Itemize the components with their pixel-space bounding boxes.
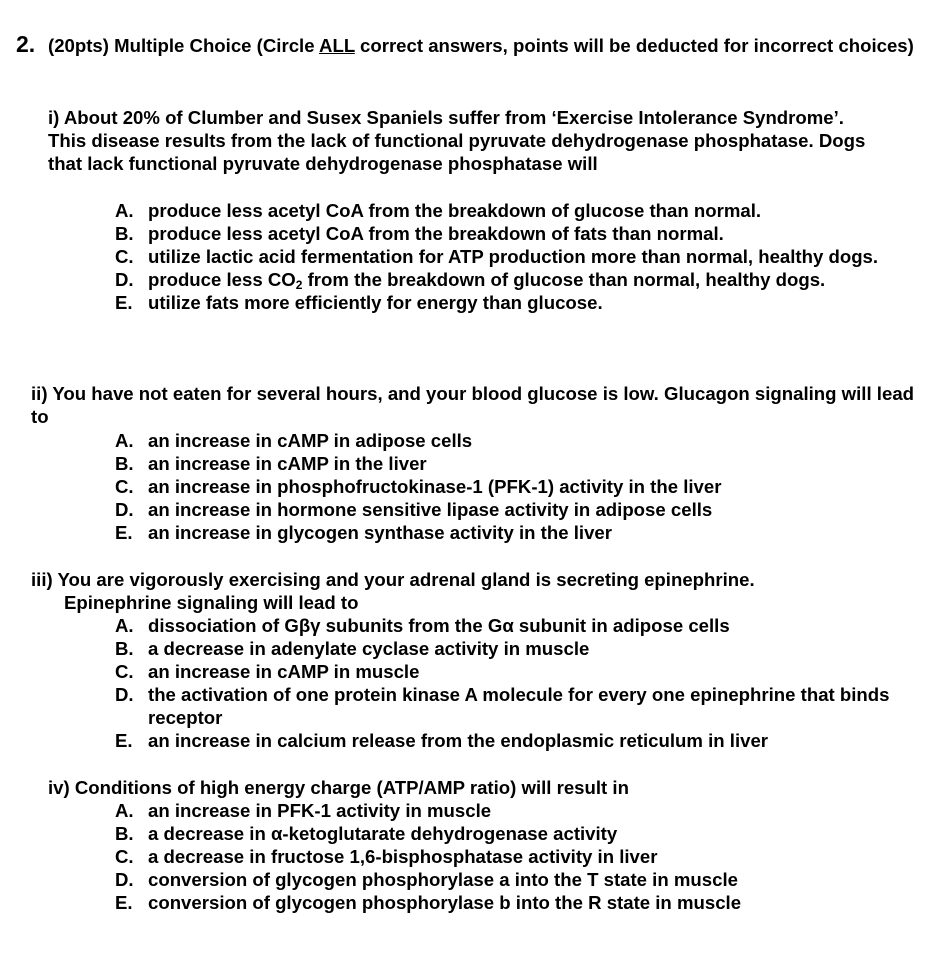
option-letter: D. <box>115 499 134 520</box>
option-text: conversion of glycogen phosphorylase a into the T state in muscle <box>148 869 738 890</box>
option-text: an increase in glycogen synthase activity in the liver <box>148 522 612 543</box>
part-i-option-e[interactable] <box>115 291 895 314</box>
part-iv-stem: iv) Conditions of high energy charge (ATP/AMP ratio) will result in <box>48 777 629 798</box>
part-iii-option-c[interactable] <box>115 660 905 683</box>
part-ii-options <box>115 429 905 544</box>
part-iv <box>48 776 908 799</box>
part-i-option-d[interactable] <box>115 268 895 291</box>
option-letter: C. <box>115 246 134 267</box>
option-letter: E. <box>115 892 133 913</box>
part-iii-stem-line-1: iii) You are vigorously exercising and your adrenal gland is secreting epinephrine. <box>31 569 755 590</box>
part-iv-option-b[interactable] <box>115 822 905 845</box>
option-letter: A. <box>115 430 134 451</box>
option-letter: B. <box>115 823 134 844</box>
part-iii-option-e[interactable] <box>115 729 905 752</box>
part-iii <box>31 568 916 614</box>
part-iii-stem-line-2: Epinephrine signaling will lead to <box>64 592 359 613</box>
instructions-emphasis: ALL <box>319 35 355 56</box>
part-i-options <box>115 199 895 314</box>
part-iii-option-b[interactable] <box>115 637 905 660</box>
part-iii-stem <box>31 568 916 614</box>
part-ii-option-a[interactable] <box>115 429 905 452</box>
part-iii-option-a[interactable] <box>115 614 905 637</box>
option-text: utilize lactic acid fermentation for ATP production more than normal, healthy dogs. <box>148 246 879 267</box>
option-letter: A. <box>115 615 134 636</box>
part-ii-option-e[interactable] <box>115 521 905 544</box>
part-iii-option-d[interactable] <box>115 683 905 729</box>
option-text: conversion of glycogen phosphorylase b into the R state in muscle <box>148 892 742 913</box>
option-letter: A. <box>115 800 134 821</box>
option-text: an increase in hormone sensitive lipase activity in adipose cells <box>148 499 713 520</box>
part-iv-option-a[interactable] <box>115 799 905 822</box>
option-letter: D. <box>115 269 134 290</box>
option-text: produce less acetyl CoA from the breakdown of fats than normal. <box>148 223 724 244</box>
option-text: a decrease in α-ketoglutarate dehydrogenase activity <box>148 823 618 844</box>
part-ii-option-c[interactable] <box>115 475 905 498</box>
part-ii <box>31 382 916 428</box>
option-text-start: produce less CO <box>148 269 296 290</box>
option-text: an increase in cAMP in muscle <box>148 661 420 682</box>
part-i-option-a[interactable] <box>115 199 895 222</box>
part-iv-options <box>115 799 905 914</box>
question-instructions <box>48 34 918 57</box>
part-ii-stem: ii) You have not eaten for several hours, and your blood glucose is low. Glucagon signaling will lead to <box>31 383 915 427</box>
part-iv-option-d[interactable] <box>115 868 905 891</box>
option-letter: E. <box>115 730 133 751</box>
instructions-text-end: correct answers, points will be deducted for incorrect choices) <box>354 35 914 56</box>
option-letter: E. <box>115 522 133 543</box>
part-iii-options <box>115 614 905 752</box>
option-letter: E. <box>115 292 133 313</box>
part-iv-option-c[interactable] <box>115 845 905 868</box>
option-text: an increase in cAMP in adipose cells <box>148 430 473 451</box>
option-letter: C. <box>115 476 134 497</box>
option-text: produce less acetyl CoA from the breakdown of glucose than normal. <box>148 200 762 221</box>
option-text: dissociation of Gβγ subunits from the Gα subunit in adipose cells <box>148 615 730 636</box>
part-i-option-c[interactable] <box>115 245 895 268</box>
part-i-stem: i) About 20% of Clumber and Susex Spaniels suffer from ‘Exercise Intolerance Syndrome’. This disease results from the lack of functional pyruvate dehydrogenase phosphatase. Dogs that lack functional pyruvate dehydrogenase phosphatase will <box>48 107 866 174</box>
part-ii-option-b[interactable] <box>115 452 905 475</box>
option-text: utilize fats more efficiently for energy than glucose. <box>148 292 603 313</box>
question-number: 2. <box>16 31 36 57</box>
option-letter: C. <box>115 846 134 867</box>
option-letter: B. <box>115 223 134 244</box>
option-text-end: from the breakdown of glucose than normal, healthy dogs. <box>302 269 826 290</box>
option-text: an increase in PFK-1 activity in muscle <box>148 800 492 821</box>
part-i <box>48 106 868 175</box>
option-text: an increase in calcium release from the endoplasmic reticulum in liver <box>148 730 769 751</box>
option-text: a decrease in fructose 1,6-bisphosphatase activity in liver <box>148 846 658 867</box>
option-letter: D. <box>115 869 134 890</box>
option-subscript: 2 <box>295 278 303 292</box>
instructions-text-start: (20pts) Multiple Choice (Circle <box>48 35 320 56</box>
option-letter: B. <box>115 638 134 659</box>
option-letter: C. <box>115 661 134 682</box>
option-text: the activation of one protein kinase A molecule for every one epinephrine that binds receptor <box>148 684 890 728</box>
option-letter: A. <box>115 200 134 221</box>
part-ii-option-d[interactable] <box>115 498 905 521</box>
option-letter: D. <box>115 684 134 705</box>
option-letter: B. <box>115 453 134 474</box>
part-iv-option-e[interactable] <box>115 891 905 914</box>
option-text: an increase in phosphofructokinase-1 (PFK-1) activity in the liver <box>148 476 722 497</box>
option-text: a decrease in adenylate cyclase activity in muscle <box>148 638 590 659</box>
option-text: an increase in cAMP in the liver <box>148 453 427 474</box>
part-i-option-b[interactable] <box>115 222 895 245</box>
